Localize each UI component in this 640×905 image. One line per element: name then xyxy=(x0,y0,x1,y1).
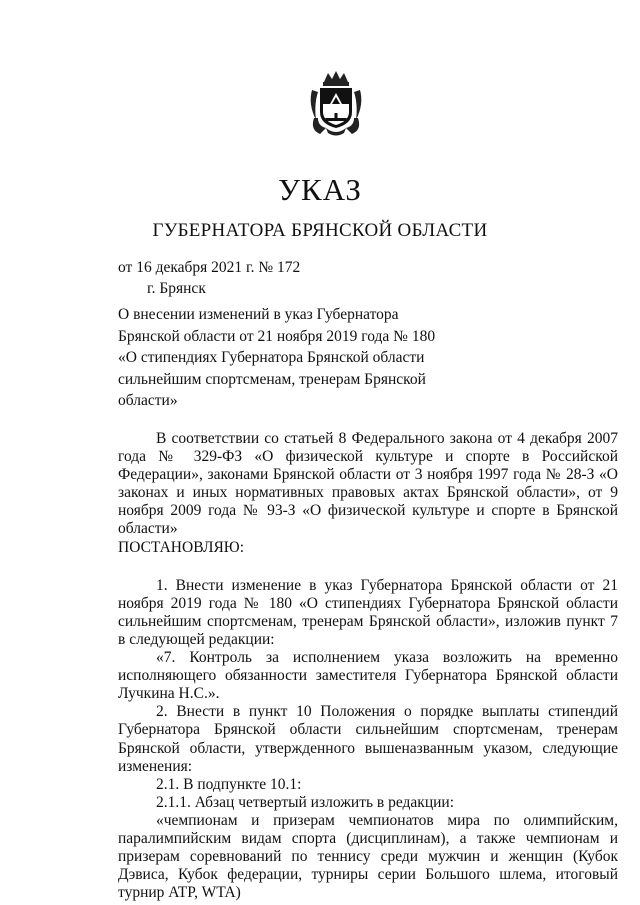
subject-line: «О стипендиях Губернатора Брянской области xyxy=(118,349,425,366)
subject-line: О внесении изменений в указ Губернатора xyxy=(118,306,399,323)
paragraph-2-1: 2.1. В подпункте 10.1: xyxy=(156,775,302,793)
document-title: УКАЗ xyxy=(278,172,362,207)
document-body xyxy=(118,430,618,902)
document-subtitle: ГУБЕРНАТОРА БРЯНСКОЙ ОБЛАСТИ xyxy=(152,220,488,241)
paragraph-2: 2. Внести в пункт 10 Положения о порядке выплаты стипендий Губернатора Брянской области сильнейшим спортсменам, тренерам Брянской области, утвержденного вышеназванным указом, следующие изменения: xyxy=(118,703,618,775)
document-subject xyxy=(118,304,442,412)
city-line: г. Брянск xyxy=(147,280,206,297)
paragraph-2-1-1: 2.1.1. Абзац четвертый изложить в редакции: xyxy=(156,793,455,811)
coat-of-arms-icon xyxy=(304,68,368,138)
subject-line: Брянской области от 21 ноября 2019 года № 180 xyxy=(118,327,436,345)
date-number-line: от 16 декабря 2021 г. № 172 xyxy=(118,259,301,276)
subject-line: области» xyxy=(118,392,178,409)
paragraph-2-1-1-quote: «чемпионам и призерам чемпионатов мира по олимпийским, паралимпийским видам спорта (дисциплинам), а также чемпионам и призерам соревнований по теннису среди мужчин и женщин (Кубок Дэвиса, Кубок федерации, турниры серии Большого шлема, итоговый турнир ATP, WTA) xyxy=(118,811,618,902)
paragraph-1-quote: «7. Контроль за исполнением указа возложить на временно исполняющего обязанности заместителя Губернатора Брянской области Лучкина Н.С.». xyxy=(118,649,618,703)
decree-word: ПОСТАНОВЛЯЮ: xyxy=(118,538,245,556)
paragraph-1: 1. Внести изменение в указ Губернатора Брянской области от 21 ноября 2019 года № 180 «О стипендиях Губернатора Брянской области сильнейшим спортсменам, тренерам Брянской области», изложив пункт 7 в следующей редакции: xyxy=(118,576,618,648)
preamble-paragraph: В соответствии со статьей 8 Федерального закона от 4 декабря 2007 года № 329-ФЗ «О физической культуре и спорте в Российской Федерации», законами Брянской области от 3 ноября 1997 года № 28-З «О законах и иных нормативных правовых актах Брянской области», от 9 ноября 2009 года № 93-З «О физической культуре и спорте в Брянской области» xyxy=(118,430,618,538)
subject-line: сильнейшим спортсменам, тренерам Брянской xyxy=(118,370,426,388)
